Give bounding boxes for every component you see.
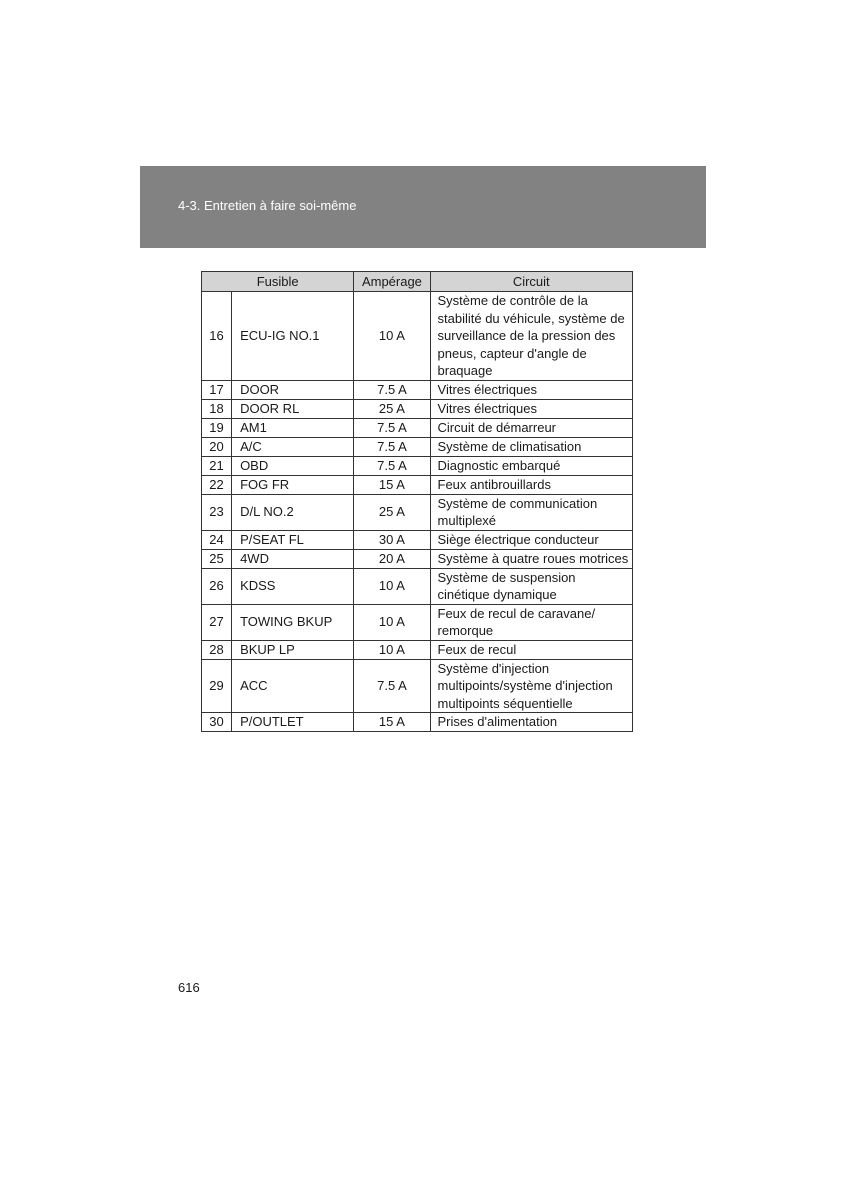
fuse-number-cell: 21 — [202, 456, 232, 475]
fuse-circuit-cell: Feux de recul — [430, 640, 632, 659]
fuse-amperage-cell: 10 A — [354, 604, 430, 640]
fuse-circuit-cell: Système d'injection multipoints/système d'injection multipoints séquentielle — [430, 659, 632, 713]
fuse-number-cell: 17 — [202, 380, 232, 399]
fuse-circuit-cell: Système de climatisation — [430, 437, 632, 456]
fuse-number-cell: 20 — [202, 437, 232, 456]
fuse-name-cell: TOWING BKUP — [232, 604, 354, 640]
fuse-amperage-cell: 25 A — [354, 399, 430, 418]
table-row — [202, 475, 633, 494]
fuse-number-cell: 24 — [202, 530, 232, 549]
header-fuse: Fusible — [202, 272, 354, 292]
fuse-circuit-cell: Système de communication multiplexé — [430, 494, 632, 530]
fuse-amperage-cell: 30 A — [354, 530, 430, 549]
fuse-amperage-cell: 15 A — [354, 475, 430, 494]
fuse-name-cell: 4WD — [232, 549, 354, 568]
fuse-number-cell: 22 — [202, 475, 232, 494]
table-row — [202, 568, 633, 604]
fuse-amperage-cell: 10 A — [354, 640, 430, 659]
fuse-amperage-cell: 10 A — [354, 292, 430, 381]
fuse-name-cell: P/SEAT FL — [232, 530, 354, 549]
fuse-amperage-cell: 7.5 A — [354, 456, 430, 475]
table-row — [202, 418, 633, 437]
fuse-table — [201, 271, 633, 732]
fuse-name-cell: D/L NO.2 — [232, 494, 354, 530]
fuse-number-cell: 18 — [202, 399, 232, 418]
fuse-name-cell: FOG FR — [232, 475, 354, 494]
fuse-number-cell: 23 — [202, 494, 232, 530]
table-header-row — [202, 272, 633, 292]
fuse-number-cell: 28 — [202, 640, 232, 659]
fuse-circuit-cell: Vitres électriques — [430, 380, 632, 399]
fuse-amperage-cell: 25 A — [354, 494, 430, 530]
page-number: 616 — [178, 980, 200, 995]
table-row — [202, 494, 633, 530]
fuse-name-cell: ECU-IG NO.1 — [232, 292, 354, 381]
fuse-circuit-cell: Prises d'alimentation — [430, 713, 632, 732]
fuse-amperage-cell: 7.5 A — [354, 418, 430, 437]
table-row — [202, 713, 633, 732]
fuse-circuit-cell: Siège électrique conducteur — [430, 530, 632, 549]
fuse-circuit-cell: Feux antibrouillards — [430, 475, 632, 494]
table-row — [202, 530, 633, 549]
table-row — [202, 437, 633, 456]
fuse-circuit-cell: Diagnostic embarqué — [430, 456, 632, 475]
fuse-name-cell: ACC — [232, 659, 354, 713]
fuse-circuit-cell: Système de contrôle de la stabilité du véhicule, système de surveillance de la pression des pneus, capteur d'angle de braquage — [430, 292, 632, 381]
fuse-number-cell: 26 — [202, 568, 232, 604]
fuse-name-cell: A/C — [232, 437, 354, 456]
fuse-number-cell: 25 — [202, 549, 232, 568]
fuse-amperage-cell: 7.5 A — [354, 380, 430, 399]
fuse-number-cell: 16 — [202, 292, 232, 381]
table-row — [202, 640, 633, 659]
fuse-name-cell: DOOR RL — [232, 399, 354, 418]
fuse-name-cell: DOOR — [232, 380, 354, 399]
section-banner — [140, 166, 706, 248]
fuse-number-cell: 27 — [202, 604, 232, 640]
fuse-table-body — [202, 292, 633, 732]
fuse-number-cell: 19 — [202, 418, 232, 437]
table-row — [202, 604, 633, 640]
table-row — [202, 659, 633, 713]
fuse-amperage-cell: 7.5 A — [354, 437, 430, 456]
table-row — [202, 380, 633, 399]
fuse-circuit-cell: Système de suspension cinétique dynamique — [430, 568, 632, 604]
table-row — [202, 292, 633, 381]
table-row — [202, 399, 633, 418]
fuse-circuit-cell: Système à quatre roues motrices — [430, 549, 632, 568]
fuse-number-cell: 29 — [202, 659, 232, 713]
fuse-amperage-cell: 7.5 A — [354, 659, 430, 713]
fuse-name-cell: KDSS — [232, 568, 354, 604]
fuse-name-cell: P/OUTLET — [232, 713, 354, 732]
fuse-name-cell: BKUP LP — [232, 640, 354, 659]
fuse-circuit-cell: Feux de recul de caravane/ remorque — [430, 604, 632, 640]
fuse-number-cell: 30 — [202, 713, 232, 732]
fuse-amperage-cell: 20 A — [354, 549, 430, 568]
fuse-circuit-cell: Circuit de démarreur — [430, 418, 632, 437]
header-amperage: Ampérage — [354, 272, 430, 292]
fuse-amperage-cell: 15 A — [354, 713, 430, 732]
table-row — [202, 456, 633, 475]
fuse-amperage-cell: 10 A — [354, 568, 430, 604]
fuse-name-cell: AM1 — [232, 418, 354, 437]
section-title: 4-3. Entretien à faire soi-même — [178, 198, 357, 213]
fuse-circuit-cell: Vitres électriques — [430, 399, 632, 418]
fuse-name-cell: OBD — [232, 456, 354, 475]
table-row — [202, 549, 633, 568]
header-circuit: Circuit — [430, 272, 632, 292]
